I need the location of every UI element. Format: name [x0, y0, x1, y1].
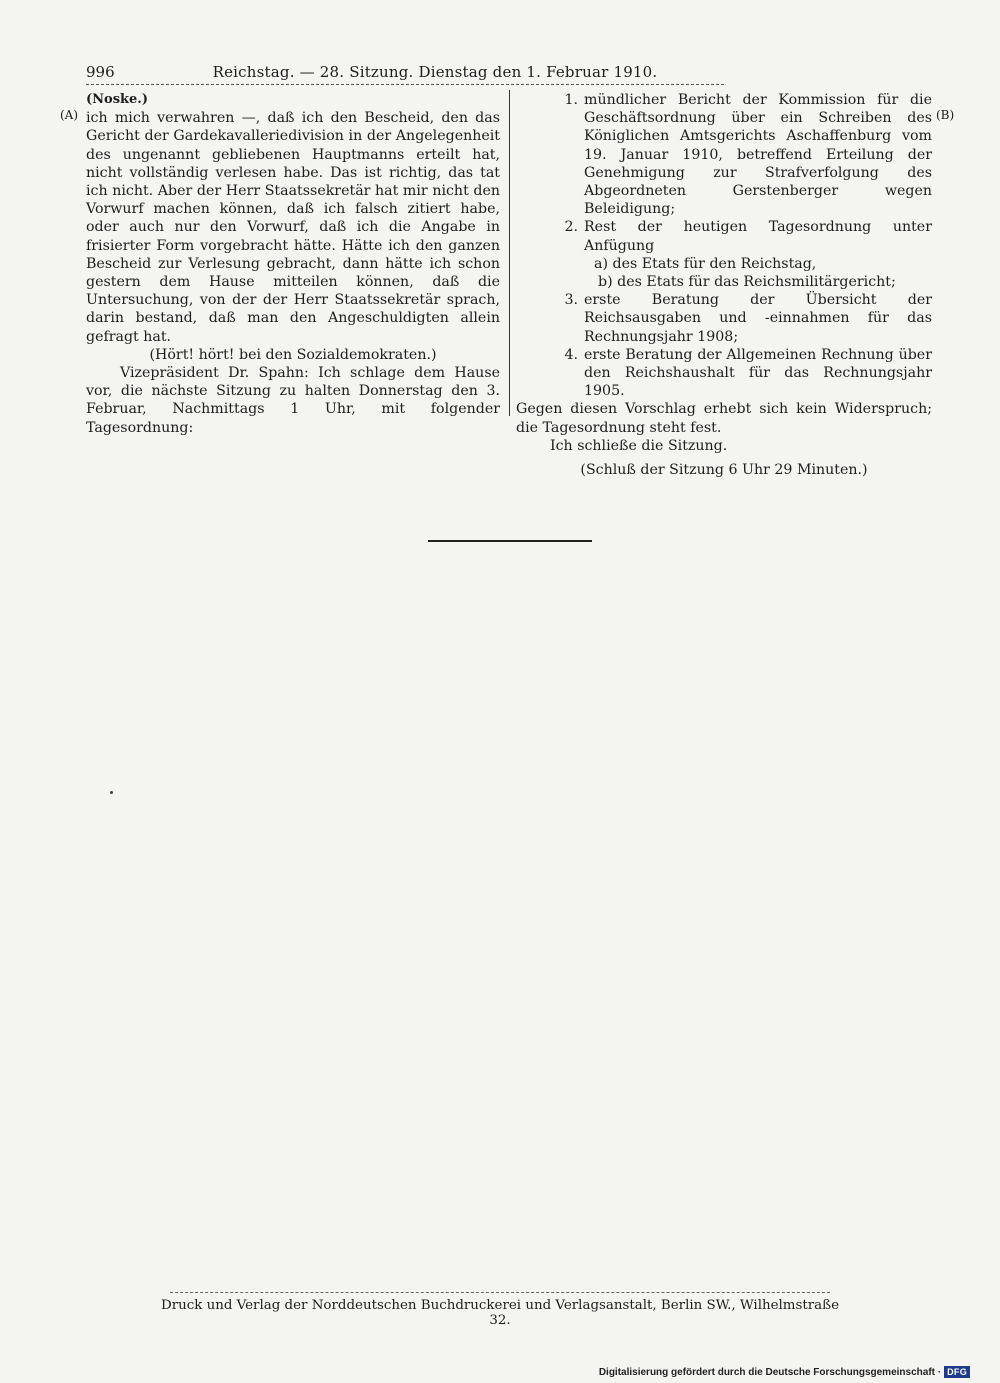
left-column: [86, 91, 500, 437]
imprint: Druck und Verlag der Norddeutschen Buchdruckerei und Verlagsanstalt, Berlin SW., Wilhelmstraße 32.: [160, 1298, 840, 1328]
right-column: [516, 91, 932, 479]
agenda-item: [516, 346, 932, 401]
closing-statement: Ich schließe die Sitzung.: [550, 437, 728, 454]
interjection: (Hört! hört! bei den Sozialdemokraten.): [149, 346, 437, 363]
agenda-item-number: 1.: [564, 92, 578, 108]
margin-mark-left: (A): [60, 108, 79, 122]
agenda-item-text: Rest der heutigen Tagesordnung unter Anfügung: [584, 219, 932, 254]
agenda-item-text: mündlicher Bericht der Kommission für die Geschäftsordnung über ein Schreiben des Königlichen Amtsgerichts Aschaffenburg vom 19. Januar 1910, betreffend Erteilung der Genehmigung zur Strafverfolgung des Abgeordneten Gerstenberger wegen Beleidigung;: [584, 92, 932, 218]
agenda-item-text: erste Beratung der Übersicht der Reichsausgaben und -einnahmen für das Rechnungsjahr 1908;: [584, 292, 932, 345]
funding-text: Digitalisierung gefördert durch die Deutsche Forschungsgemeinschaft ·: [598, 1366, 942, 1378]
page-number: 996: [86, 63, 115, 81]
agenda-subitem-b: b) des Etats für das Reichsmilitärgericht;: [598, 274, 896, 291]
paragraph: ich mich verwahren —, daß ich den Bescheid, den das Gericht der Gardekavalleriedivision in der Angelegenheit des ungenannt gebliebenen Hauptmanns erteilt hat, nicht vollständig verlesen habe. Das ist richtig, das tat ich nicht. Aber der Herr Staatssekretär hat mir nicht den Vorwurf machen können, daß ich falsch zitiert habe, oder auch nur den Vorwurf, daß ich die Angabe in frisierter Form vorgebracht hätte. Hätte ich den ganzen Bescheid zur Verlesung gebracht, dann hätte ich schon gestern dem Hause mitteilen können, daß die Untersuchung, von der der Herr Staatssekretär sprach, darin bestand, daß man den Angeschuldigten allein gefragt hat.: [86, 110, 500, 345]
running-title: Reichstag. — 28. Sitzung. Dienstag den 1. Februar 1910.: [212, 63, 658, 81]
margin-mark-right: (B): [936, 108, 955, 122]
speaker-tag: (Noske.): [86, 92, 148, 107]
footer-rule: [170, 1292, 830, 1293]
agenda-item-number: 3.: [564, 292, 578, 309]
closing-paragraph: Gegen diesen Vorschlag erhebt sich kein Widerspruch; die Tagesordnung steht fest.: [516, 401, 932, 436]
agenda-subitem-a: a) des Etats für den Reichstag,: [594, 255, 817, 272]
header-rule: [86, 84, 724, 85]
page-header: [86, 60, 724, 84]
agenda-item-number: 2.: [564, 219, 578, 236]
end-rule: [428, 540, 592, 542]
agenda-item-number: 4.: [564, 346, 578, 363]
column-divider: [509, 90, 510, 416]
agenda-item: [516, 218, 932, 254]
agenda-item-text: erste Beratung der Allgemeinen Rechnung über den Reichshaushalt für das Rechnungsjahr 1905.: [584, 346, 932, 400]
session-end-note: (Schluß der Sitzung 6 Uhr 29 Minuten.): [580, 462, 868, 479]
agenda-item: [516, 91, 932, 218]
dfg-logo: DFG: [944, 1366, 970, 1378]
agenda-item: [516, 291, 932, 346]
paragraph: Vizepräsident Dr. Spahn: Ich schlage dem Hause vor, die nächste Sitzung zu halten Donnerstag den 3. Februar, Nachmittags 1 Uhr, mit folgender Tagesordnung:: [86, 365, 500, 436]
paper-speck: [110, 791, 113, 794]
funding-note: [599, 1366, 970, 1378]
